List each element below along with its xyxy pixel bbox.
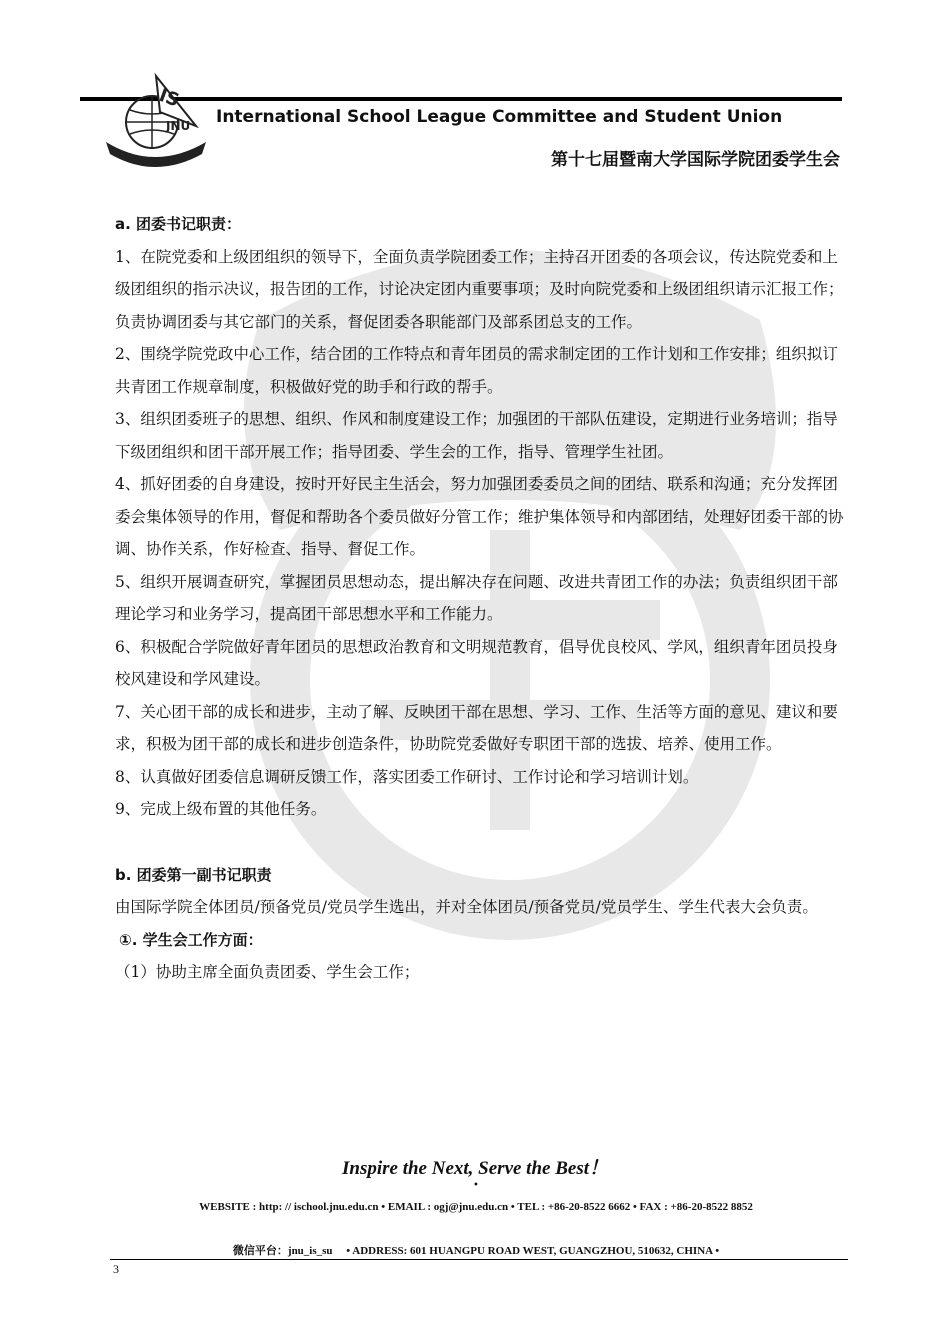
footer-address-line: [108, 1242, 844, 1258]
section-a-list: [115, 241, 845, 826]
section-b-item: （1）协助主席全面负责团委、学生会工作；: [115, 963, 420, 981]
section-b-subheading: ①. 学生会工作方面：: [119, 930, 263, 949]
list-item: 4、抓好团委的自身建设，按时开好民主生活会，努力加强团委委员之间的团结、联系和沟通；充分发挥团委会集体领导的作用，督促和帮助各个委员做好分管工作；维护集体领导和内部团结，处理好团委干部的协调、协作关系，作好检查、指导、督促工作。: [115, 475, 844, 558]
page-number: 3: [113, 1262, 119, 1276]
footer-contact: WEBSITE : http: // ischool.jnu.edu.cn • EMAIL : ogj@jnu.edu.cn • TEL : +86-20-8522 6662 • FAX : +86-20-8522 8852: [199, 1201, 753, 1213]
section-a-heading: a. 团委书记职责：: [115, 215, 242, 233]
list-item: 8、认真做好团委信息调研反馈工作，落实团委工作研讨、工作讨论和学习培训计划。: [115, 767, 699, 786]
chinese-title: 第十七届暨南大学国际学院团委学生会: [551, 150, 840, 170]
list-item: 1、在院党委和上级团组织的领导下，全面负责学院团委工作；主持召开团委的各项会议，传达院党委和上级团组织的指示决议，报告团的工作，讨论决定团内重要事项；及时向院党委和上级团组织请示汇报工作；负责协调团委与其它部门的关系，督促团委各职能部门及部系团总支的工作。: [115, 247, 844, 331]
is-jnu-logo: [96, 72, 214, 176]
list-item: 5、组织开展调查研究，掌握团员思想动态，提出解决存在问题、改进共青团工作的办法；负责组织团干部理论学习和业务学习，提高团干部思想水平和工作能力。: [115, 572, 838, 623]
section-b-intro: 由国际学院全体团员/预备党员/党员学生选出，并对全体团员/预备党员/党员学生、学生代表大会负责。: [115, 898, 818, 916]
wechat-label: 微信平台：jnu_is_su: [232, 1245, 333, 1257]
address-text: • ADDRESS: 601 HUANGPU ROAD WEST, GUANGZHOU, 510632, CHINA •: [346, 1245, 720, 1257]
list-item: 9、完成上级布置的其他任务。: [115, 800, 327, 818]
list-item: 2、围绕学院党政中心工作，结合团的工作特点和青年团员的需求制定团的工作计划和工作安排；组织拟订共青团工作规章制度，积极做好党的助手和行政的帮手。: [115, 345, 838, 396]
document-body: [115, 208, 845, 989]
list-item: 7、关心团干部的成长和进步，主动了解、反映团干部在思想、学习、工作、生活等方面的意见、建议和要求，积极为团干部的成长和进步创造条件，协助院党委做好专职团干部的选拔、培养、使用工作。: [115, 702, 838, 753]
logo-sub-text: JNU: [166, 119, 191, 133]
footer-slogan: Inspire the Next, Serve the Best！: [342, 1158, 608, 1179]
english-title: International School League Committee and Student Union: [216, 107, 783, 127]
footer-dot: •: [473, 1180, 479, 1191]
section-b-heading: b. 团委第一副书记职责: [115, 865, 272, 884]
footer-rule: [110, 1259, 848, 1260]
list-item: 6、积极配合学院做好青年团员的思想政治教育和文明规范教育，倡导优良校风、学风，组织青年团员投身校风建设和学风建设。: [115, 637, 838, 688]
list-item: 3、组织团委班子的思想、组织、作风和制度建设工作；加强团的干部队伍建设，定期进行业务培训；指导下级团组织和团干部开展工作；指导团委、学生会的工作，指导、管理学生社团。: [115, 410, 838, 461]
logo-main-text: IS: [156, 84, 182, 112]
